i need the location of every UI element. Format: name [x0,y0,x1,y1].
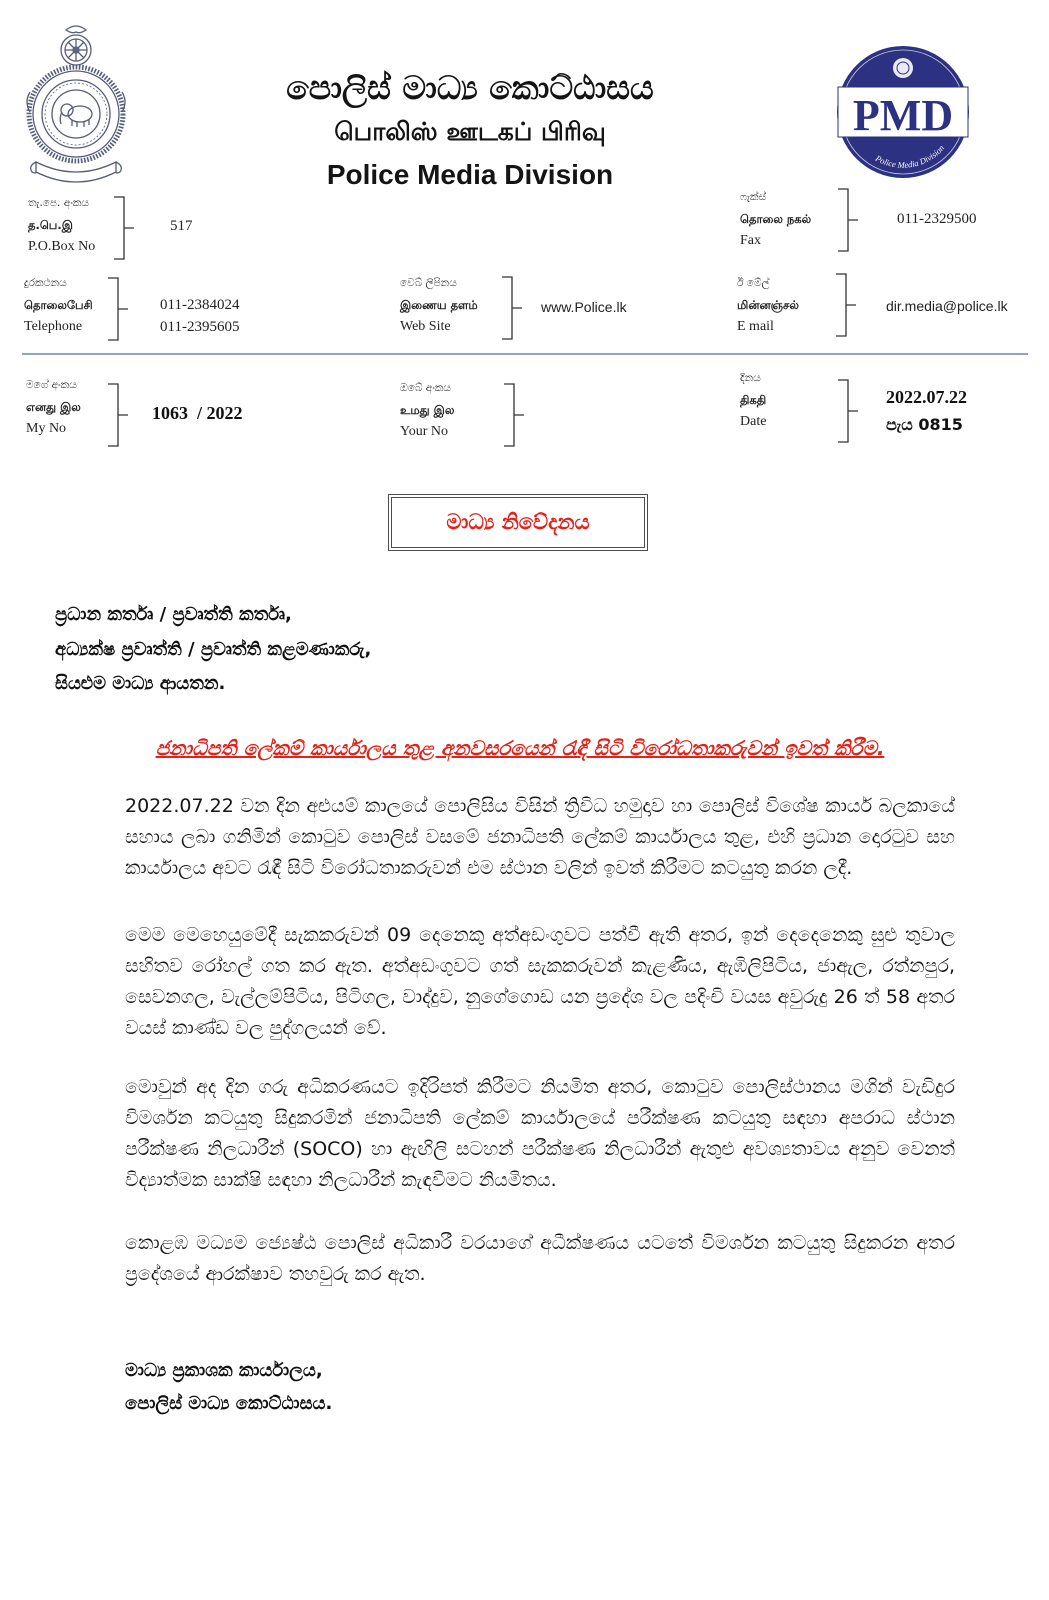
signoff-block [125,1354,1049,1420]
pmd-logo-ring-text: Police Media Division [873,142,947,170]
title-tamil: பொலிஸ் ஊடகப் பிரிவு [334,117,606,146]
email-label-si: ඊ මේල් [737,277,770,289]
website-label-si: වෙබ් ලිපිනය [400,277,457,289]
fax-label-ta: தொலை நகல் [740,212,812,226]
recipient-line: අධ්‍යක්ෂ ප්‍රවෘත්ති / ප්‍රවෘත්ති කළමණාකරු, [55,638,372,660]
date-label-si: දිනය [740,372,761,384]
police-emblem-logo [22,22,130,184]
time-value: පැය 0815 [886,415,963,434]
date-bracket [836,378,860,444]
pobox-label-si: තැ.පෙ. අංකය [28,197,89,209]
pmd-logo-emblem [893,58,913,78]
fax-label [740,186,811,252]
my-no-value: 1063 / 2022 [152,403,243,423]
telephone-label-si: දුරකථනය [24,277,67,289]
pobox-label [28,192,95,258]
pobox-label-en: P.O.Box No [28,239,96,254]
fax-label-en: Fax [740,233,761,248]
telephone-label [24,272,93,338]
subject-heading: ජනාධිපති ලේකම් කාර්යාලය තුළ අනවසරයෙන් රැඳී සිටි විරෝධතාකරුවන් ඉවත් කිරීම. [155,736,885,760]
email-value: dir.media@police.lk [886,298,1008,314]
your-no-label [400,377,454,443]
telephone-label-ta: தொலைபேசி [24,298,93,312]
my-no-label-en: My No [26,421,67,436]
pobox-value: 517 [170,218,193,234]
website-value: www.Police.lk [541,299,627,315]
pmd-logo [835,44,971,180]
fax-bracket [836,187,860,253]
pobox-bracket [112,195,136,261]
date-label-ta: திகதி [740,393,767,407]
your-no-label-en: Your No [400,424,448,439]
emblem-elephant [60,104,92,127]
release-body [0,733,1049,1420]
header-divider [22,353,1028,355]
notice-title-box: මාධ්‍ය නිවේදනය [388,494,648,551]
my-no-label [26,374,81,440]
emblem-banner [31,162,122,182]
website-label [400,272,478,338]
telephone-label-en: Telephone [24,319,83,334]
email-label-en: E mail [737,319,774,334]
website-label-en: Web Site [400,319,451,334]
recipient-line: ප්‍රධාන කර්තෘ / ප්‍රවෘත්ති කර්තෘ, [55,604,292,625]
recipient-line: සියළුම මාධ්‍ය ආයතන. [55,673,226,694]
website-label-ta: இணைய தளம் [400,298,478,312]
emblem-wheel [61,26,91,65]
body-paragraph: මොවුන් අද දින ගරු අධිකරණයට ඉදිරිපත් කිරීමට නියමිත අතර, කොටුව පොලිස්ථානය මගින් වැඩිදුර විමර්ශන කටයුතු සිදුකරමින් ජනාධිපති ලේකම් කාර්යාලයේ පරීක්ෂණ කටයුතු සඳහා අපරාධ ස්ථාන පරීක්ෂණ නිලධාරීන් (SOCO) හා ඇඟිලි සටහන් පරීක්ෂණ නිලධාරීන් ඇතුළු අවශ්‍යතාවය අනුව වෙනත් විද්‍යාත්මක සාක්ෂි සඳහා නිලධාරීන් කැඳවීමට නියමිතය. [125,1076,955,1191]
telephone-bracket [106,276,130,342]
telephone-value-1: 011-2384024 [160,297,240,313]
signoff-line: මාධ්‍ය ප්‍රකාශක කාර්යාලය, [125,1360,323,1381]
emblem-ring [27,67,125,161]
pobox-label-ta: த.பெ.இ [28,218,73,232]
telephone-value-2: 011-2395605 [160,319,240,335]
body-paragraph: මෙම මෙහෙයුමේදී සැකකරුවන් 09 දෙනෙකු අත්අඩංගුවට පත්වී ඇති අතර, ඉන් දෙදෙනෙකු සුළු තුවාල සහිතව රෝහල් ගත කර ඇත. අත්අඩංගුවට ගත් සැකකරුවන් කැළණිය, ඇඹිලිපිටිය, ජාඇල, රත්නපුර, සෙවනගල, වැල්ලම්පිටිය, පිටිගල, වාද්දුව, නුගේගොඩ යන ප්‍රදේශ වල පදිංචි වයස අවුරුදු 26 ත් 58 අතර වයස් කාණ්ඩ වල පුද්ගලයන් වේ. [125,924,955,1039]
signoff-line: පොලිස් මාධ්‍ය කොට්ඨාසය. [125,1393,333,1414]
your-no-label-si: ඔබේ අංකය [400,382,451,394]
your-no-bracket [502,382,526,448]
date-value: 2022.07.22 [886,387,967,407]
your-no-label-ta: உமது இல [400,403,455,417]
title-sinhala: පොලිස් මාධ්‍ය කොට්ඨාසය [286,68,654,107]
date-label-en: Date [740,414,767,429]
body-paragraph: කොළඹ මධ්‍යම ජ්‍යෙෂ්ඨ පොලිස් අධිකාරී වරයාගේ අධීක්ෂණය යටතේ විමර්ශන කටයුතු සිදුකරන අතර ප්‍රදේශයේ ආරක්ෂාව තහවුරු කර ඇත. [125,1232,955,1285]
my-no-label-ta: எனது இல [26,400,81,414]
fax-label-si: ෆැක්ස් [740,191,767,203]
date-label [740,367,766,433]
my-no-bracket [106,382,130,448]
recipients-block [55,598,371,702]
my-no-label-si: මගේ අංකය [26,379,77,391]
website-bracket [500,275,524,341]
title-english: Police Media Division [326,159,614,190]
email-bracket [834,272,858,338]
email-label-ta: மின்னஞ்சல் [737,298,799,312]
email-label [737,272,799,338]
pmd-logo-text: PMD [852,91,954,140]
fax-value: 011-2329500 [897,211,977,227]
body-paragraph: 2022.07.22 වන දින අළුයම් කාලයේ පොලිසිය විසින් ත්‍රිවිධ හමුදාව හා පොලිස් විශේෂ කාර්ය බලකායේ සහාය ලබා ගනිමින් කොටුව පොලිස් වසමේ ජනාධිපති ලේකම් කාර්යාලය තුළ, එහි ප්‍රධාන දොරටුව සහ කාර්යාලය අවට රැඳී සිටි විරෝධතාකරුවන් එම ස්ථාන වලින් ඉවත් කිරීමට කටයුතු කරන ලදී. [125,795,955,879]
